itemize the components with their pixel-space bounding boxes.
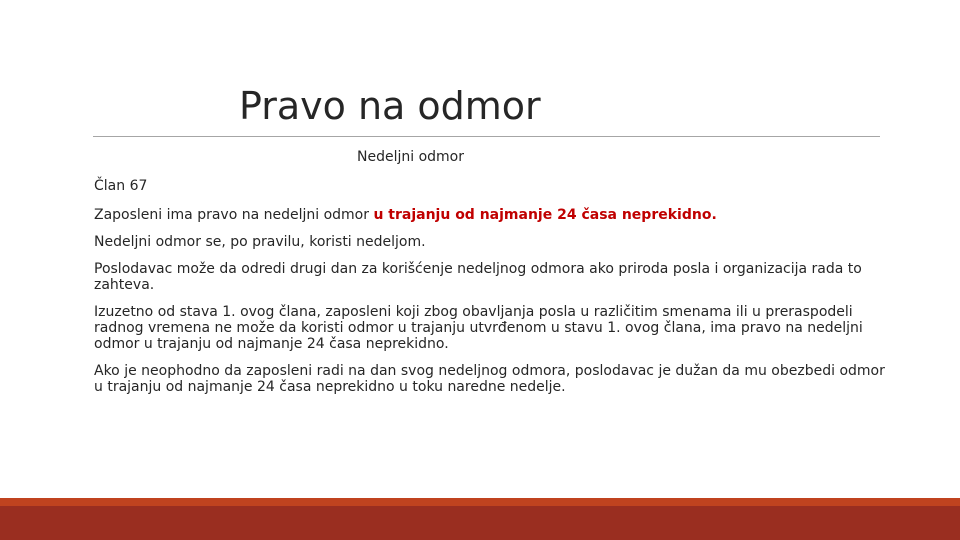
slide-title: Pravo na odmor xyxy=(239,84,541,128)
paragraph-5: Ako je neophodno da zaposleni radi na dan svog nedeljnog odmora, poslodavac je dužan da mu obezbedi odmor u trajanju od najmanje 24 časa neprekidno u toku naredne nedelje. xyxy=(94,363,885,395)
article-heading: Član 67 xyxy=(94,178,148,194)
paragraph-4: Izuzetno od stava 1. ovog člana, zaposleni koji zbog obavljanja posla u različitim smenama ili u preraspodeli radnog vremena ne može da koristi odmor u trajanju utvrđenom u stavu 1. ovog člana, ima pravo na nedeljni odmor u trajanju od najmanje 24 časa neprekidno. xyxy=(94,304,863,352)
slide-body xyxy=(94,178,894,406)
paragraph-1-highlight: u trajanju od najmanje 24 časa neprekidno. xyxy=(373,207,717,223)
paragraph-3: Poslodavac može da odredi drugi dan za korišćenje nedeljnog odmora ako priroda posla i organizacija rada to zahteva. xyxy=(94,261,862,293)
paragraph-1-text: Zaposleni ima pravo na nedeljni odmor xyxy=(94,207,374,223)
slide-subtitle: Nedeljni odmor xyxy=(357,149,464,165)
title-divider xyxy=(93,136,880,137)
paragraph-2: Nedeljni odmor se, po pravilu, koristi nedeljom. xyxy=(94,234,426,250)
footer-accent-bar xyxy=(0,498,960,540)
paragraph-1 xyxy=(94,207,894,223)
